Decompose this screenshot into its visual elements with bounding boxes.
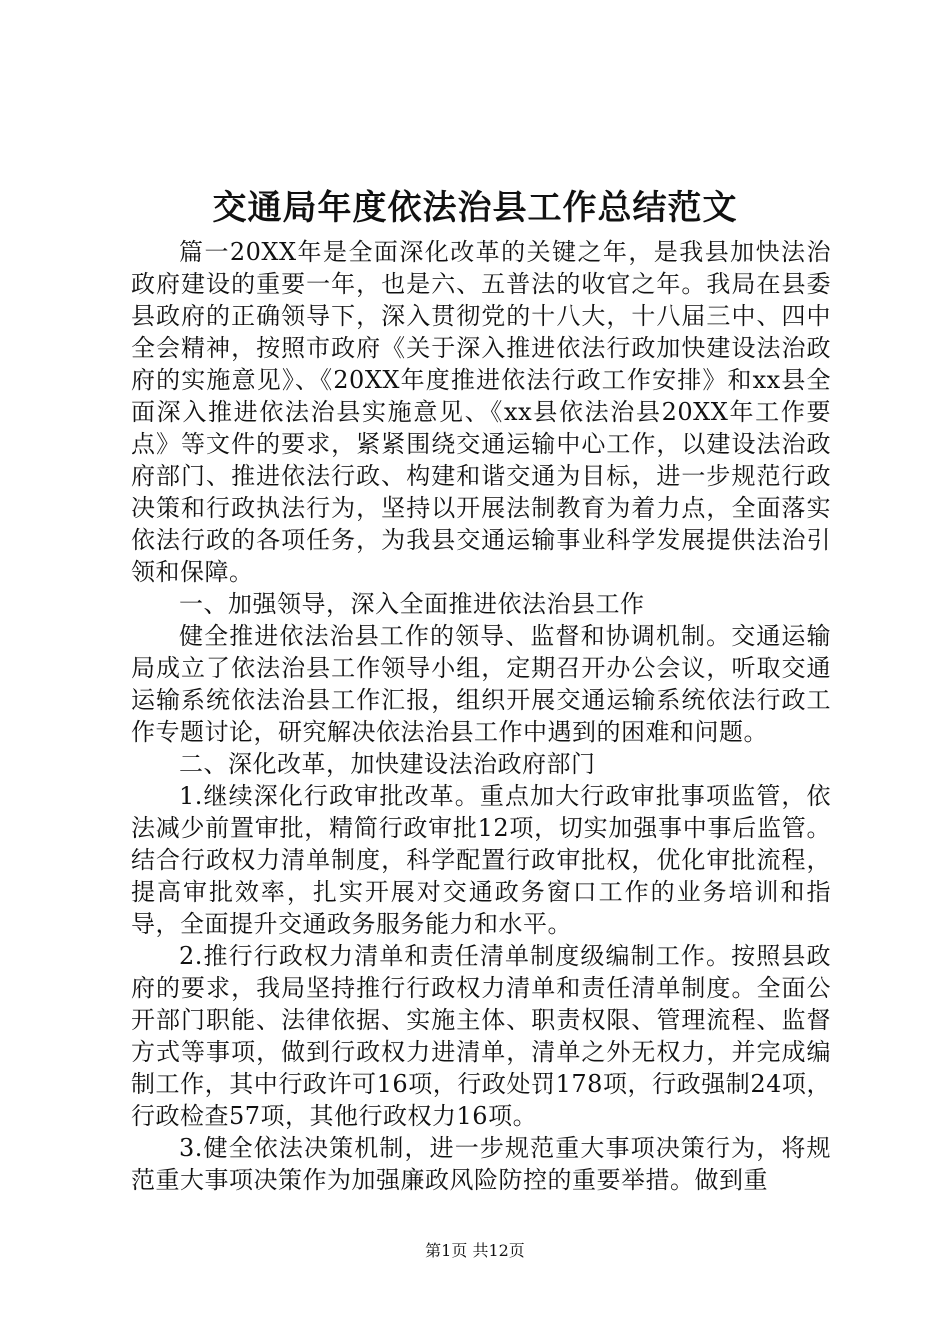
paragraph-item-1: 1.继续深化行政审批改革。重点加大行政审批事项监管，依法减少前置审批，精简行政审批12项，切实加强事中事后监管。结合行政权力清单制度，科学配置行政审批权，优化审批流程，提高审批效率，扎实开展对交通政务窗口工作的业务培训和指导，全面提升交通政务服务能力和水平。 (131, 782, 831, 938)
section-heading-2: 二、深化改革，加快建设法治政府部门 (179, 750, 596, 778)
paragraph-item-3: 3.健全依法决策机制，进一步规范重大事项决策行为，将规范重大事项决策作为加强廉政风险防控的重要举措。做到重 (131, 1134, 831, 1194)
paragraph-section-1: 健全推进依法治县工作的领导、监督和协调机制。交通运输局成立了依法治县工作领导小组，定期召开办公会议，听取交通运输系统依法治县工作汇报，组织开展交通运输系统依法行政工作专题讨论，研究解决依法治县工作中遇到的困难和问题。 (131, 622, 831, 746)
page-footer: 第1页 共12页 (425, 1241, 525, 1260)
document-title: 交通局年度依法治县工作总结范文 (212, 188, 738, 228)
paragraph-intro: 篇一20XX年是全面深化改革的关键之年，是我县加快法治政府建设的重要一年，也是六、五普法的收官之年。我局在县委县政府的正确领导下，深入贯彻党的十八大，十八届三中、四中全会精神，按照市政府《关于深入推进依法行政加快建设法治政府的实施意见》、《20XX年度推进依法行政工作安排》和xx县全面深入推进依法治县实施意见、《xx县依法治县20XX年工作要点》等文件的要求，紧紧围绕交通运输中心工作，以建设法治政府部门、推进依法行政、构建和谐交通为目标，进一步规范行政决策和行政执法行为，坚持以开展法制教育为着力点，全面落实依法行政的各项任务，为我县交通运输事业科学发展提供法治引领和保障。 (131, 238, 831, 586)
paragraph-item-2: 2.推行行政权力清单和责任清单制度级编制工作。按照县政府的要求，我局坚持推行行政权力清单和责任清单制度。全面公开部门职能、法律依据、实施主体、职责权限、管理流程、监督方式等事项，做到行政权力进清单，清单之外无权力，并完成编制工作，其中行政许可16项，行政处罚178项，行政强制24项，行政检查57项，其他行政权力16项。 (131, 942, 831, 1130)
section-heading-1: 一、加强领导，深入全面推进依法治县工作 (179, 590, 645, 618)
document-body (131, 236, 831, 1196)
